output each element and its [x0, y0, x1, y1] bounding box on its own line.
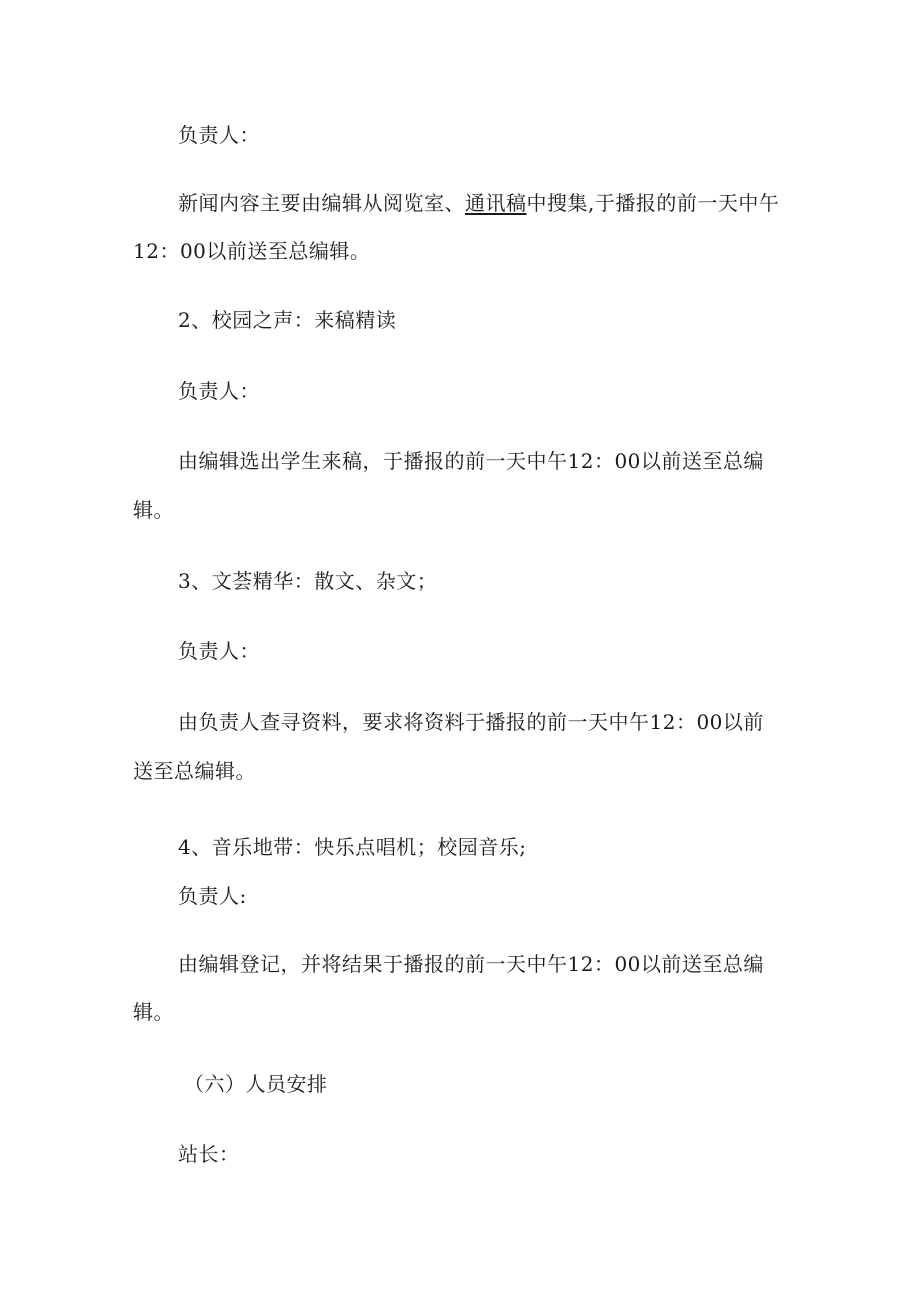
news-text-pre: 新闻内容主要由编辑从阅览室、	[178, 191, 465, 215]
responsible-person-label-3: 负责人：	[178, 639, 260, 663]
responsible-person-label-1: 负责人：	[178, 123, 260, 147]
station-head-label: 站长：	[178, 1142, 240, 1166]
item-4-paragraph-line-1: 由编辑登记，并将结果于播报的前一天中午12：00以前送至总编	[178, 952, 764, 976]
news-text-post: 中搜集,于播报的前一天中午	[526, 191, 780, 215]
responsible-person-label-2: 负责人：	[178, 379, 260, 403]
news-paragraph-line-2: 12：00以前送至总编辑。	[133, 239, 371, 263]
news-text-underlined: 通讯稿	[465, 191, 527, 215]
item-2-title: 2、校园之声：来稿精读	[178, 308, 397, 332]
item-3-paragraph-line-1: 由负责人查寻资料，要求将资料于播报的前一天中午12：00以前	[178, 710, 764, 734]
news-paragraph-line-1	[178, 189, 779, 217]
responsible-person-label-4: 负责人:	[178, 884, 247, 908]
item-2-paragraph-line-2: 辑。	[133, 498, 174, 522]
item-3-paragraph-line-2: 送至总编辑。	[133, 759, 256, 783]
item-3-title: 3、文荟精华：散文、杂文；	[178, 569, 438, 593]
item-4-paragraph-line-2: 辑。	[133, 1000, 174, 1024]
item-4-title: 4、音乐地带：快乐点唱机；校园音乐;	[178, 835, 527, 859]
item-2-paragraph-line-1: 由编辑选出学生来稿，于播报的前一天中午12：00以前送至总编	[178, 449, 764, 473]
section-6-title: （六）人员安排	[184, 1072, 328, 1096]
